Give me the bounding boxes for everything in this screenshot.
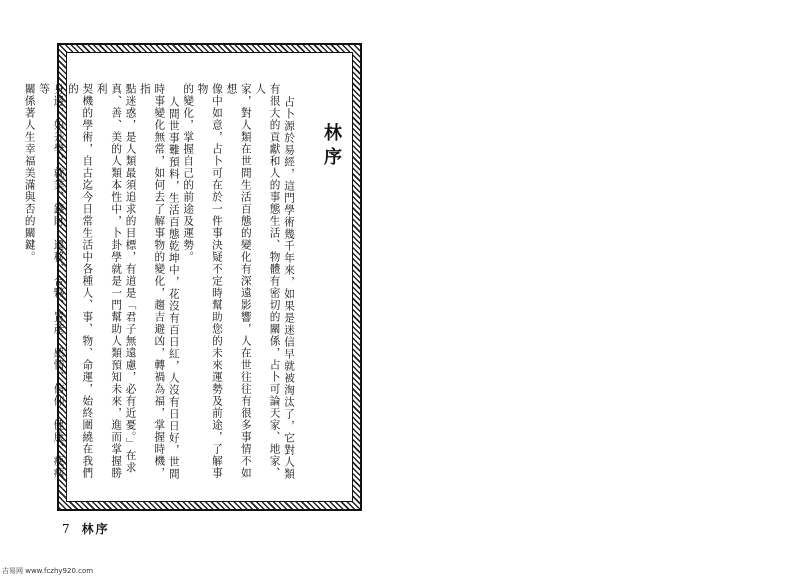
site-watermark: 吉易网 www.fczhy920.com xyxy=(2,567,94,575)
text-column: 的變化，掌握自己的前途及運勢。 xyxy=(182,83,195,263)
text-column: 人間世事難預料，生活百態乾坤中，花沒有百日紅，人沒有日日好，世間 xyxy=(167,96,180,480)
text-column: 家，對人類在世間生活百態的變化有深遠影響，人在世往往有很多事情不如想 xyxy=(225,83,252,479)
page-border-frame xyxy=(23,43,362,511)
preface-text-area xyxy=(23,83,342,487)
text-column: 契機的學術，自古迄今日常生活中各種人、事、物、命運，始終圍繞在我們的 xyxy=(66,83,94,479)
page-number: 7 xyxy=(62,522,72,536)
text-column: 占卜源於易經，這門學術幾千年來，如果是迷信早就被淘汰了，它對人類 xyxy=(283,96,295,480)
text-column: 真、善、美的人類本性中，卜卦學就是一門幫助人類預知未來，進而掌握勝利 xyxy=(95,83,123,479)
text-column: 像中如意，占卜可在於一件事決疑不定時幫助您的未來運勢及前途，了解事物 xyxy=(196,83,223,479)
footer-label: 林序 xyxy=(81,522,110,536)
preface-title: 林序 xyxy=(321,123,342,171)
text-column: 有很大的貢獻和人的事態生活、物體有密切的關係，占卜可論天家、地家、人 xyxy=(254,83,281,479)
text-column: 時事變化無常，如何去了解事物的變化，趨吉避凶，轉禍為福，掌握時機，指 xyxy=(138,83,166,479)
page-footer xyxy=(62,520,110,537)
text-column: 關係著人生幸福美滿與否的關鍵。 xyxy=(23,83,36,263)
page-body xyxy=(23,52,353,502)
text-column: 點迷惑，是人類最須追求的目標，有道是「君子無遠慮，必有近憂。」在求 xyxy=(124,83,137,474)
text-column: 身邊，如升學、就業、錢財、遷移、合夥、置產、感情、信仰、健康、疾病等 xyxy=(38,83,65,479)
